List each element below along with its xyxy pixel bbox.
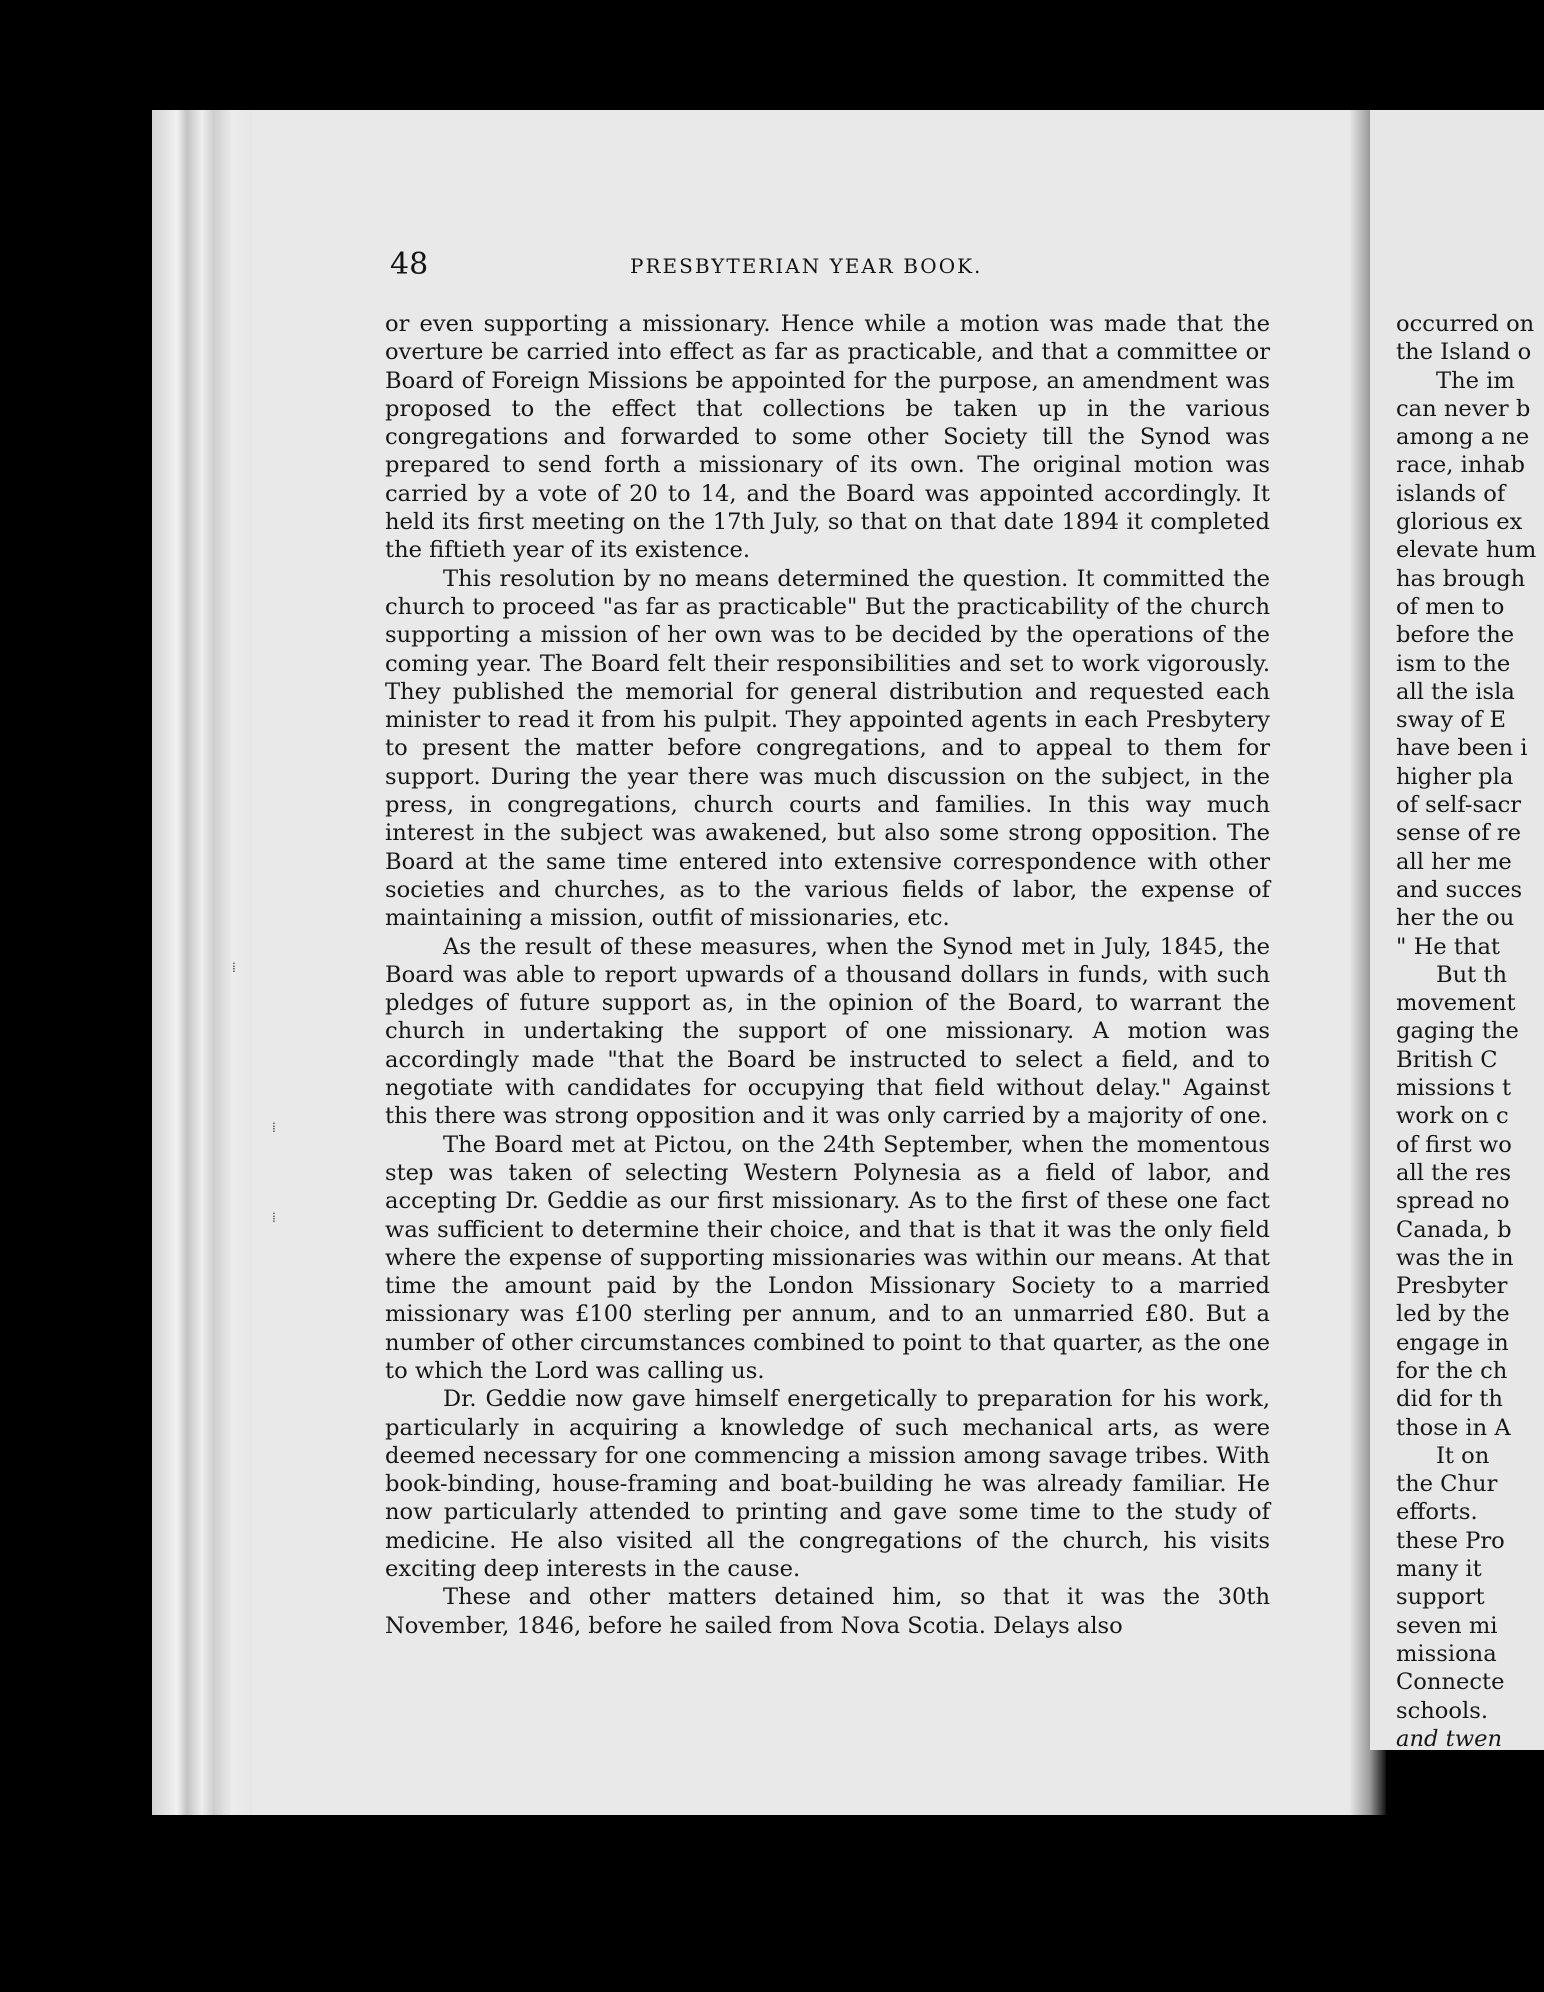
right-page-line: seven mi bbox=[1396, 1612, 1498, 1639]
right-page-line: Canada, b bbox=[1396, 1216, 1512, 1243]
page-number: 48 bbox=[390, 247, 429, 282]
paragraph: This resolution by no means determined the question. It committed the church to proceed "as far as practicable" But the practicability of the church supporting a mission of her own was to be decided by the operations of the coming year. The Board felt their responsibilities and set to work vigorously. They published the memorial for general distribution and requested each minister to read it from his pulpit. They appointed agents in each Presbytery to present the matter before congregations, and to appeal to them for support. During the year there was much discussion on the subject, in the press, in congregations, church courts and families. In this way much interest in the subject was awakened, but also some strong opposition. The Board at the same time entered into extensive correspondence with other societies and churches, as to the various fields of labor, the expense of maintaining a mission, outfit of missionaries, etc. bbox=[385, 565, 1270, 932]
right-page-line: those in A bbox=[1396, 1414, 1511, 1441]
right-page-line: these Pro bbox=[1396, 1527, 1505, 1554]
right-page-line: missions t bbox=[1396, 1075, 1512, 1102]
right-page-line: " He that bbox=[1396, 933, 1501, 960]
right-page-line: led by the bbox=[1396, 1301, 1510, 1328]
right-page-line: engage in bbox=[1396, 1329, 1509, 1356]
right-page-line: sense of re bbox=[1396, 820, 1521, 847]
right-page-line: can never b bbox=[1396, 395, 1531, 422]
right-page-line: British C bbox=[1396, 1046, 1498, 1073]
right-page-line: islands of bbox=[1396, 480, 1506, 507]
right-page-line: and twen bbox=[1396, 1725, 1503, 1752]
running-title: PRESBYTERIAN YEAR BOOK. bbox=[630, 254, 983, 278]
right-page-line: among a ne bbox=[1396, 424, 1530, 451]
left-page-body bbox=[385, 310, 1270, 1640]
right-page-line: race, inhab bbox=[1396, 452, 1525, 479]
right-page-line: elevate hum bbox=[1396, 537, 1537, 564]
paragraph: These and other matters detained him, so that it was the 30th November, 1846, before he sailed from Nova Scotia. Delays also bbox=[385, 1584, 1270, 1639]
right-page-line: have been i bbox=[1396, 735, 1528, 762]
margin-mark: ⁞ bbox=[272, 1120, 276, 1136]
paragraph: As the result of these measures, when the Synod met in July, 1845, the Board was able to report upwards of a thousand dollars in funds, with such pledges of future support as, in the opinion of the Board, to warrant the church in undertaking the support of one missionary. A motion was accordingly made "that the Board be instructed to select a field, and to negotiate with candidates for occupying that field without delay." Against this there was strong opposition and it was only carried by a majority of one. bbox=[385, 933, 1270, 1130]
right-page-line: her the ou bbox=[1396, 905, 1515, 932]
right-page-line: for the ch bbox=[1396, 1357, 1508, 1384]
page-header bbox=[390, 247, 1280, 281]
right-page-line: of self-sacr bbox=[1396, 792, 1522, 819]
paragraph: Dr. Geddie now gave himself energetically to preparation for his work, particularly in acquiring a knowledge of such mechanical arts, as were deemed necessary for one commencing a mission among savage tribes. With book-binding, house-framing and boat-building he was already familiar. He now particularly attended to printing and gave some time to the study of medicine. He also visited all the congregations of the church, his visits exciting deep interests in the cause. bbox=[385, 1386, 1270, 1583]
right-page-line: did for th bbox=[1396, 1386, 1503, 1413]
right-page-line: missiona bbox=[1396, 1640, 1497, 1667]
right-page-line: Presbyter bbox=[1396, 1273, 1508, 1300]
right-page-line: and succes bbox=[1396, 876, 1523, 903]
right-page-line: But th bbox=[1436, 961, 1508, 988]
right-page-line: ism to the bbox=[1396, 650, 1511, 677]
right-page-line: work on c bbox=[1396, 1103, 1509, 1130]
right-page-line: was the in bbox=[1396, 1244, 1514, 1271]
right-page-line: efforts. bbox=[1396, 1499, 1478, 1526]
right-page-line: has brough bbox=[1396, 565, 1526, 592]
paragraph: or even supporting a missionary. Hence while a motion was made that the overture be carried into effect as far as practicable, and that a committee or Board of Foreign Missions be appointed for the purpose, an amendment was proposed to the effect that collections be taken up in the various congregations and forwarded to some other Society till the Synod was prepared to send forth a missionary of its own. The original motion was carried by a vote of 20 to 14, and the Board was appointed accordingly. It held its first meeting on the 17th July, so that on that date 1894 it completed the fiftieth year of its existence. bbox=[385, 311, 1270, 564]
right-page-line: gaging the bbox=[1396, 1018, 1519, 1045]
right-page-line: of men to bbox=[1396, 593, 1505, 620]
paragraph: The Board met at Pictou, on the 24th September, when the momentous step was taken of selecting Western Polynesia as a field of labor, and accepting Dr. Geddie as our first missionary. As to the first of these one fact was sufficient to determine their choice, and that is that it was the only field where the expense of supporting missionaries was within our means. At that time the amount paid by the London Missionary Society to a married missionary was £100 sterling per annum, and to an unmarried £80. But a number of other circumstances combined to point to that quarter, as the one to which the Lord was calling us. bbox=[385, 1131, 1270, 1384]
right-page-line: before the bbox=[1396, 622, 1515, 649]
right-page-line: occurred on bbox=[1396, 311, 1535, 337]
margin-mark: ⁞ bbox=[232, 960, 236, 976]
page-edges bbox=[152, 110, 252, 1815]
right-page-line: schools. bbox=[1396, 1697, 1489, 1724]
right-page-line: all her me bbox=[1396, 848, 1512, 875]
margin-mark: ⁞ bbox=[272, 1210, 276, 1226]
right-page-line: The im bbox=[1436, 367, 1515, 394]
right-page-line: the Island o bbox=[1396, 339, 1532, 366]
right-page-line: sway of E bbox=[1396, 707, 1506, 734]
right-page-body bbox=[1396, 310, 1544, 1753]
right-page-line: It on bbox=[1436, 1442, 1490, 1469]
right-page-line: all the res bbox=[1396, 1159, 1512, 1186]
right-page-line: of first wo bbox=[1396, 1131, 1512, 1158]
right-page-line: all the isla bbox=[1396, 678, 1515, 705]
right-page-line: spread no bbox=[1396, 1188, 1510, 1215]
right-page-line: glorious ex bbox=[1396, 509, 1523, 536]
right-page-line: the Chur bbox=[1396, 1471, 1498, 1498]
right-page-line: higher pla bbox=[1396, 763, 1514, 790]
right-page-line: support bbox=[1396, 1584, 1485, 1611]
right-page-line: many it bbox=[1396, 1556, 1482, 1583]
right-page-line: Connecte bbox=[1396, 1669, 1505, 1696]
right-page-line: movement bbox=[1396, 990, 1516, 1017]
